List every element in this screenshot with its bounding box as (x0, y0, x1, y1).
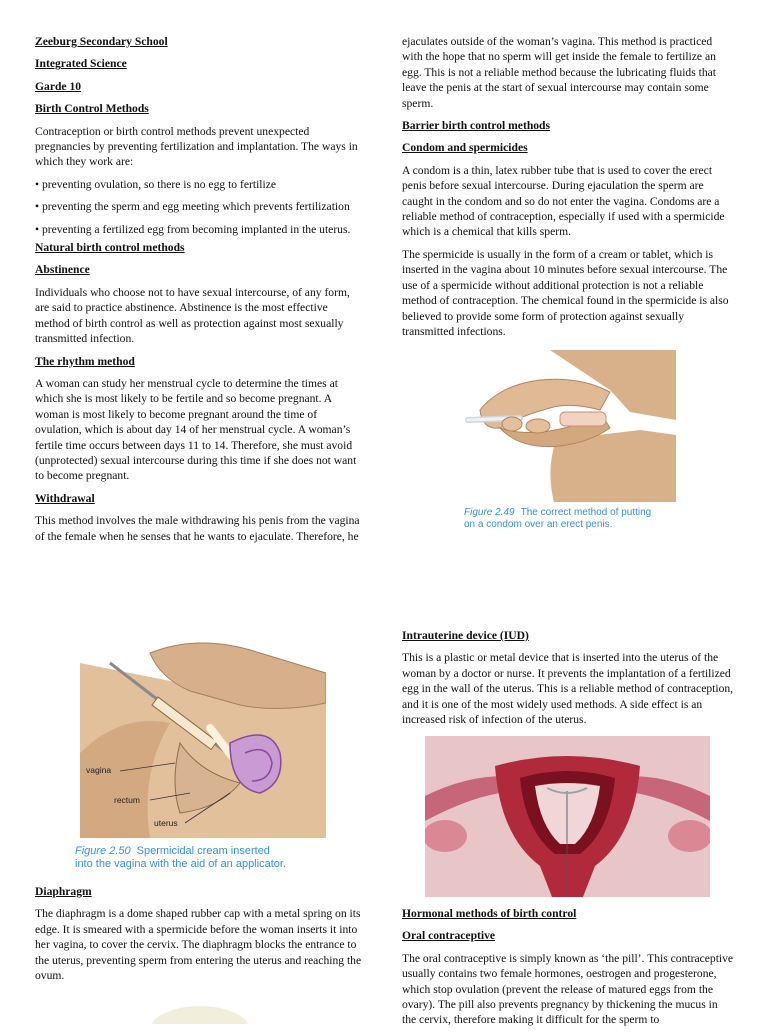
page-title: Birth Control Methods (35, 102, 149, 116)
abstinence-paragraph: Individuals who choose not to have sexual intercourse, of any form, are said to practice abstinence. Abstinence is the most effective method of birth control as well as protection against most sexually transmitted infection. (35, 285, 350, 346)
figure-2-50-number: Figure 2.50 (75, 845, 131, 857)
figure-2-50-caption-line2: into the vagina with the aid of an applicator. (75, 858, 286, 870)
diaphragm-heading: Diaphragm (35, 885, 92, 898)
page1-right-column (402, 34, 732, 346)
rectum-label: rectum (114, 795, 140, 805)
natural-methods-heading: Natural birth control methods (35, 241, 185, 255)
rhythm-heading: The rhythm method (35, 354, 135, 368)
condom-figure (460, 350, 676, 502)
withdrawal-continued-paragraph: ejaculates outside of the woman’s vagina. This method is practiced with the hope that no sperm will get inside the female to fertilize an egg. This is not a reliable method because the lubricating fluids that leave the penis at the start of sexual intercourse may contain some sperm. (402, 35, 717, 110)
diaphragm-paragraph: The diaphragm is a dome shaped rubber cap with a metal spring on its edge. It is smeared with a spermicide before the woman inserts it into her vagina, to cover the cervix. The diaphragm blocks the entrance to the uterus, preventing sperm from entering the uterus and reaching the ovum. (35, 907, 362, 983)
spermicide-paragraph: The spermicide is usually in the form of a cream or tablet, which is inserted in the vagina about 10 minutes before sexual intercourse. The use of a spermicide without additional protection is not a reliable method of contraception. The chemical found in the spermicide is also believed to provide some form of protection against sexually transmitted infections. (402, 247, 729, 338)
uterus-label: uterus (154, 818, 178, 828)
rhythm-paragraph: A woman can study her menstrual cycle to determine the times at which she is most likely to be fertile and so become pregnant. A woman is most likely to become pregnant around the time of ovulation, which is about day 14 of her menstrual cycle. A woman’s fertile time occurs between days 11 to 14. Therefore, she must avoid (unprotected) sexual intercourse during this time if she does not want to become pregnant. (35, 376, 357, 483)
barrier-methods-heading: Barrier birth control methods (402, 119, 551, 133)
bullet-item: • preventing a fertilized egg from becoming implanted in the uterus. (35, 222, 351, 236)
condom-paragraph: A condom is a thin, latex rubber tube that is used to cover the erect penis before sexual intercourse. During ejaculation the sperm are caught in the condom and so do not enter the vagina. Condoms are a reliable method of contraception, especially if used with a spermicide which is a chemical that kills sperm. (402, 163, 725, 239)
school-name: Zeeburg Secondary School (35, 35, 168, 48)
iud-heading: Intrauterine device (IUD) (402, 629, 529, 642)
bullet-item: • preventing ovulation, so there is no egg to fertilize (35, 177, 277, 191)
figure-2-49-caption-line1: The correct method of putting (520, 507, 652, 518)
oral-contraceptive-paragraph: The oral contraceptive is simply known as ‘the pill’. This contraceptive usually contains two female hormones, oestrogen and progesterone, which stop ovulation (prevent the release of matured eggs from the ovary). The pill also prevents pregnancy by thickening the mucus in the cervix, therefore making it difficult for the sperm to (402, 951, 734, 1027)
intro-paragraph: Contraception or birth control methods prevent unexpected pregnancies by preventing fertilization and implantation. The ways in which they work are: (35, 124, 358, 169)
figure-2-50-caption (75, 845, 335, 871)
page1-left-column (35, 34, 361, 551)
withdrawal-heading: Withdrawal (35, 491, 95, 505)
abstinence-heading: Abstinence (35, 263, 90, 277)
grade-label: Garde 10 (35, 79, 82, 93)
hormonal-heading: Hormonal methods of birth control (402, 907, 577, 920)
figure-2-49-caption (464, 507, 704, 531)
withdrawal-paragraph: This method involves the male withdrawing his penis from the vagina of the female when he senses that he wants to ejaculate. Therefore, he (35, 514, 360, 543)
figure-2-49-number: Figure 2.49 (464, 507, 515, 518)
bullet-item: • preventing the sperm and egg meeting which prevents fertilization (35, 200, 350, 214)
page2-left-column (35, 884, 363, 990)
diaphragm-image-partial (140, 1000, 260, 1024)
subject-name: Integrated Science (35, 57, 127, 71)
spermicide-applicator-figure (80, 633, 326, 838)
iud-paragraph: This is a plastic or metal device that is inserted into the uterus of the woman by a doctor or nurse. It prevents the implantation of a fertilized egg in the wall of the uterus. This is a reliable method of contraception, and it is one of the most widely used methods. A side effect is an increased risk of infection of the uterus. (402, 651, 734, 727)
oral-contraceptive-heading: Oral contraceptive (402, 929, 496, 943)
figure-2-50-caption-line1: Spermicidal cream inserted (136, 845, 270, 857)
figure-2-49-caption-line2: on a condom over an erect penis. (464, 519, 613, 530)
page2-right-top (402, 628, 734, 734)
page2-right-bottom (402, 906, 734, 1035)
iud-figure (425, 736, 710, 897)
condom-heading: Condom and spermicides (402, 141, 528, 155)
vagina-label: vagina (86, 765, 112, 775)
